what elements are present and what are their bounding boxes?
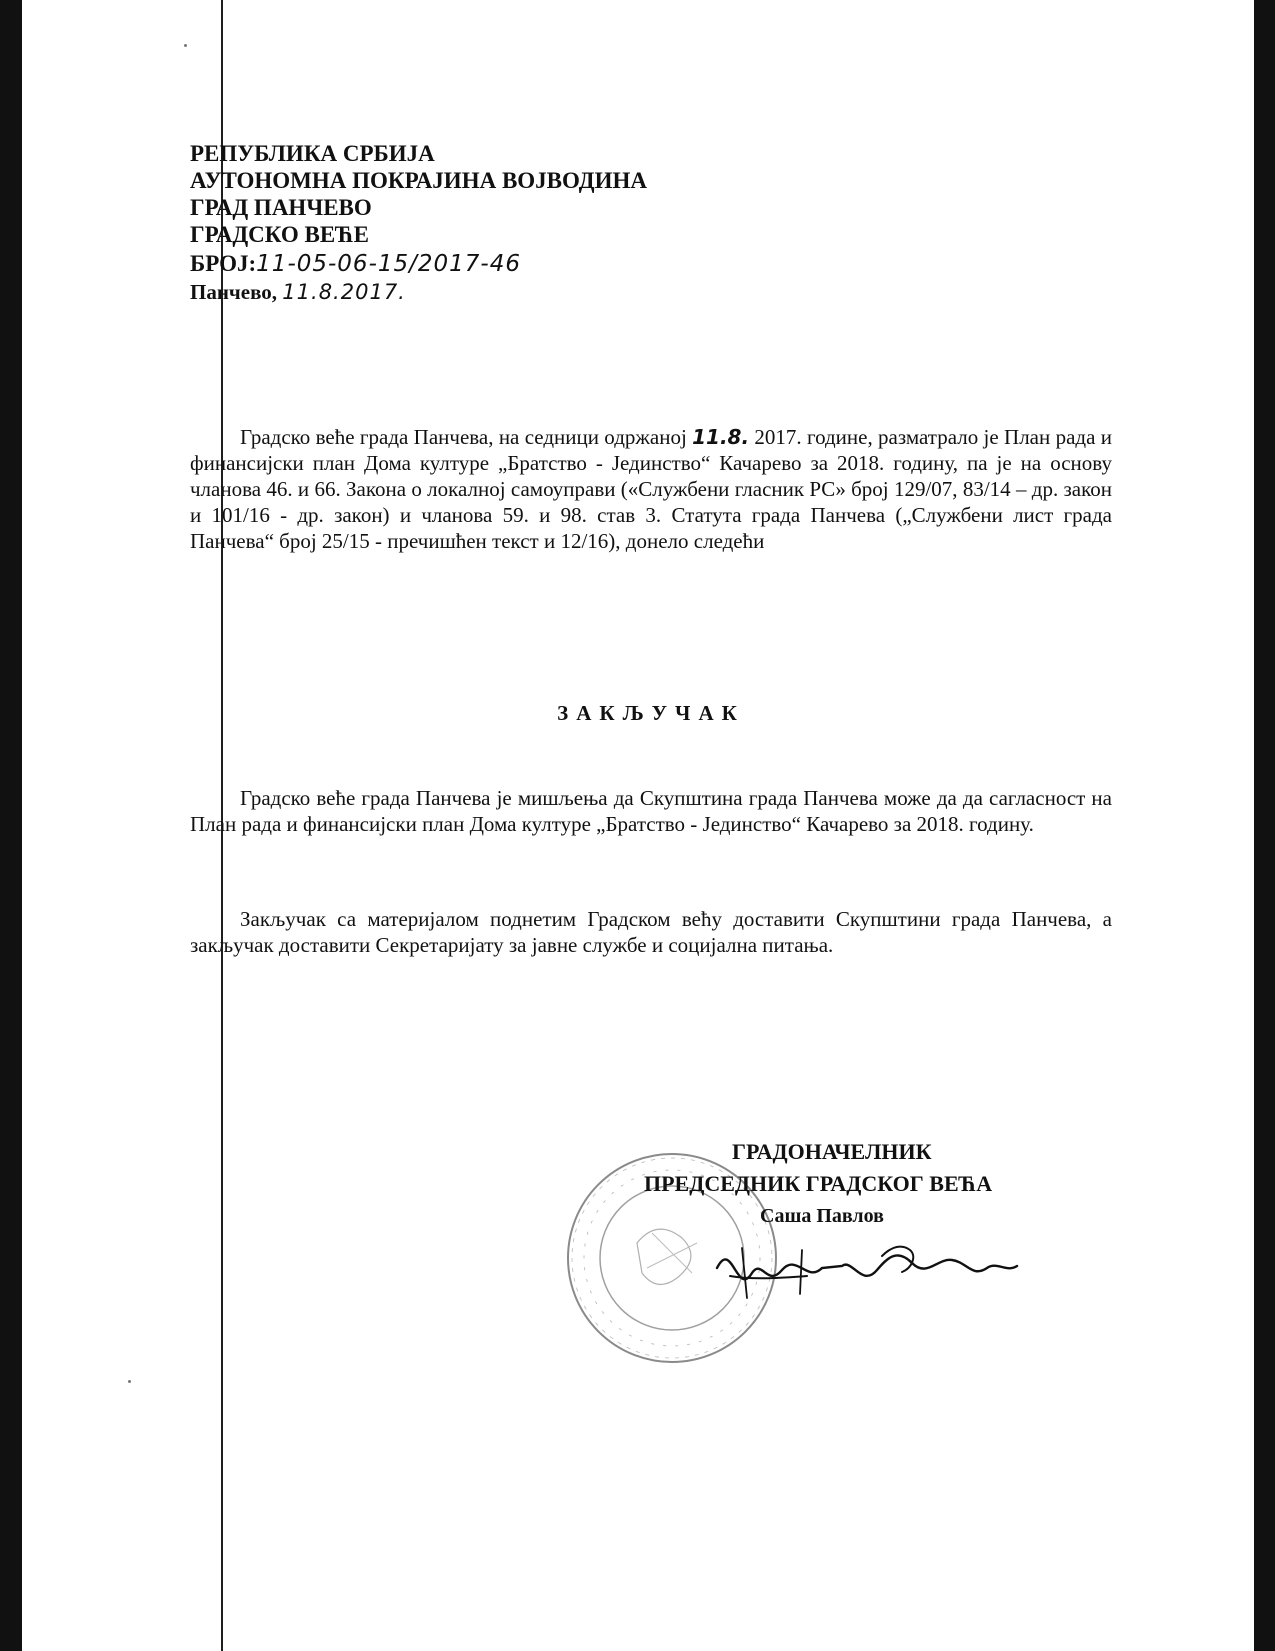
header-province: АУТОНОМНА ПОКРАЈИНА ВОЈВОДИНА <box>190 168 647 193</box>
header-place-date <box>190 279 406 305</box>
conclusion-paragraph-2-text: Закључак са материјалом поднетим Градском већу доставити Скупштини града Панчева, а закључак доставити Секретаријату за јавне службе и социјална питања. <box>190 907 1112 957</box>
number-label: БРОЈ: <box>190 251 257 276</box>
intro-before: Градско веће града Панчева, на седници одржаној <box>240 425 693 449</box>
date-handwritten: 11.8.2017. <box>282 280 406 304</box>
place-label: Панчево, <box>190 280 278 304</box>
intro-paragraph <box>190 424 1112 554</box>
conclusion-paragraph-2 <box>190 906 1112 958</box>
intro-after: 2017. године, разматрало је План рада и финансијски план Дома културе „Братство - Јединство“ Качарево за 2018. годину, па је на основу чланова 46. и 66. Закона о локалној самоуправи («Службени гласник РС» број 129/07, 83/14 – др. закон и 101/16 - др. закон) и чланова 59. и 98. став 3. Статута града Панчева („Службени лист града Панчева“ број 25/15 - пречишћен текст и 12/16), донело следећи <box>190 425 1112 553</box>
conclusion-paragraph-1 <box>190 785 1112 837</box>
document-title: ЗАКЉУЧАК <box>557 701 745 725</box>
signature-role-president: ПРЕДСЕДНИК ГРАДСКОГ ВЕЋА <box>644 1171 993 1196</box>
conclusion-paragraph-1-text: Градско веће града Панчева је мишљења да Скупштина града Панчева може да да сагласност на План рада и финансијски план Дома културе „Братство - Јединство“ Качарево за 2018. годину. <box>190 786 1112 836</box>
document-page <box>22 0 1254 1651</box>
handwritten-signature <box>712 1228 1032 1318</box>
signature-role-mayor: ГРАДОНАЧЕЛНИК <box>732 1139 932 1164</box>
header-republic: РЕПУБЛИКА СРБИЈА <box>190 141 435 166</box>
header-council: ГРАДСКО ВЕЋЕ <box>190 222 369 247</box>
signature-name: Саша Павлов <box>760 1205 884 1227</box>
header-city: ГРАД ПАНЧЕВО <box>190 195 372 220</box>
scan-speck <box>184 44 187 47</box>
number-handwritten: 11-05-06-15/2017-46 <box>256 251 521 277</box>
scan-speck <box>128 1380 131 1383</box>
header-number <box>190 251 521 277</box>
intro-date-handwritten: 11.8. <box>692 425 750 449</box>
